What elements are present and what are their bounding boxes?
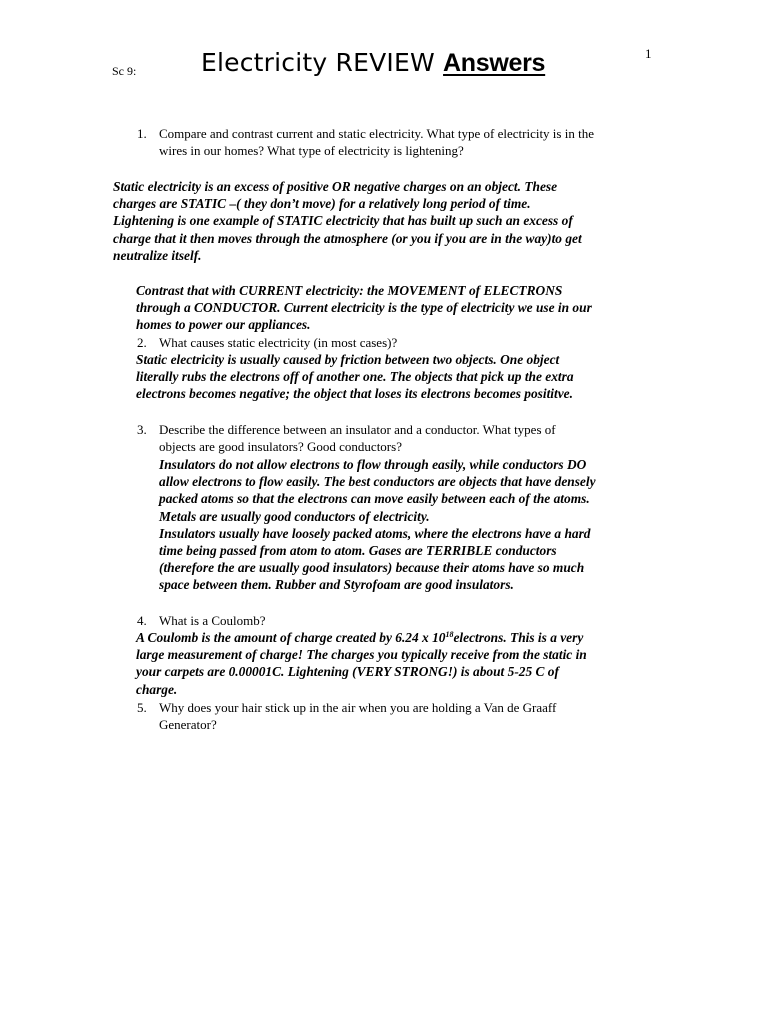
page-title bbox=[201, 48, 545, 78]
answer-line: large measurement of charge! The charges you typically receive from the static in bbox=[136, 647, 587, 663]
answer-line: (therefore the are usually good insulators) because their atoms have so much bbox=[159, 560, 585, 576]
question-text: What is a Coulomb? bbox=[159, 613, 266, 628]
question-1 bbox=[137, 125, 697, 161]
answer-line: Static electricity is an excess of positive OR negative charges on an object. These bbox=[113, 179, 558, 194]
answer-line: neutralize itself. bbox=[113, 247, 202, 263]
question-3 bbox=[137, 421, 697, 457]
answer-text: electrons. This is a very bbox=[453, 630, 584, 645]
question-4 bbox=[137, 612, 697, 630]
question-text bbox=[159, 699, 556, 733]
question-line: Why does your hair stick up in the air when you are holding a Van de Graaff bbox=[159, 700, 557, 715]
answer-line bbox=[136, 629, 587, 646]
question-number: 1. bbox=[137, 126, 147, 141]
question-5 bbox=[137, 699, 697, 735]
answer-line: allow electrons to flow easily. The best conductors are objects that have densely bbox=[159, 474, 596, 490]
question-number: 3. bbox=[137, 422, 147, 437]
answer-line: Insulators do not allow electrons to flow through easily, while conductors DO bbox=[159, 457, 587, 472]
course-code: Sc 9: bbox=[112, 64, 137, 78]
question-line: wires in our homes? What type of electricity is lightening? bbox=[159, 143, 464, 158]
question-line: Describe the difference between an insulator and a conductor. What types of bbox=[159, 422, 556, 437]
answer-line: Metals are usually good conductors of electricity. bbox=[159, 508, 430, 524]
answer-line: charge that it then moves through the atmosphere (or you if you are in the way)to get bbox=[113, 230, 582, 246]
answer-line: literally rubs the electrons off of another one. The objects that pick up the extra bbox=[136, 369, 574, 385]
page-number: 1 bbox=[645, 46, 652, 61]
answer-line: homes to power our appliances. bbox=[136, 317, 311, 333]
answer-4 bbox=[136, 629, 587, 698]
answer-line: time being passed from atom to atom. Gases are TERRIBLE conductors bbox=[159, 542, 557, 558]
answer-2 bbox=[136, 351, 574, 403]
answer-line: your carpets are 0.00001C. Lightening (VERY STRONG!) is about 5-25 C of bbox=[136, 664, 559, 680]
answer-line: charge. bbox=[136, 681, 178, 697]
title-answers: Answers bbox=[443, 49, 546, 77]
answer-1 bbox=[113, 178, 582, 264]
answer-line: charges are STATIC –( they don’t move) for a relatively long period of time. bbox=[113, 196, 531, 212]
answer-line: Insulators usually have loosely packed atoms, where the electrons have a hard bbox=[159, 525, 591, 541]
answer-line: space between them. Rubber and Styrofoam are good insulators. bbox=[159, 577, 514, 593]
question-line: Generator? bbox=[159, 717, 217, 732]
question-number: 5. bbox=[137, 700, 147, 715]
question-number: 4. bbox=[137, 613, 147, 628]
answer-3 bbox=[159, 456, 596, 594]
answer-line: Lightening is one example of STATIC electricity that has built up such an excess of bbox=[113, 213, 573, 229]
answer-line: Contrast that with CURRENT electricity: the MOVEMENT of ELECTRONS bbox=[136, 283, 563, 298]
exponent: 18 bbox=[445, 630, 454, 639]
title-main: Electricity REVIEW bbox=[201, 48, 444, 77]
answer-line: electrons becomes negative; the object that loses its electrons becomes posititve. bbox=[136, 386, 573, 402]
answer-1-contrast bbox=[136, 282, 592, 334]
question-2 bbox=[137, 334, 697, 352]
question-text bbox=[159, 421, 556, 455]
question-text: What causes static electricity (in most cases)? bbox=[159, 335, 398, 350]
question-text bbox=[159, 125, 594, 159]
question-line: objects are good insulators? Good conductors? bbox=[159, 439, 402, 454]
answer-line: through a CONDUCTOR. Current electricity is the type of electricity we use in our bbox=[136, 300, 592, 316]
answer-line: Static electricity is usually caused by friction between two objects. One object bbox=[136, 352, 560, 367]
answer-text: A Coulomb is the amount of charge created by 6.24 x 10 bbox=[136, 630, 446, 645]
question-line: Compare and contrast current and static electricity. What type of electricity is in the bbox=[159, 126, 594, 141]
question-number: 2. bbox=[137, 335, 147, 350]
answer-line: packed atoms so that the electrons can move easily between each of the atoms. bbox=[159, 491, 590, 507]
